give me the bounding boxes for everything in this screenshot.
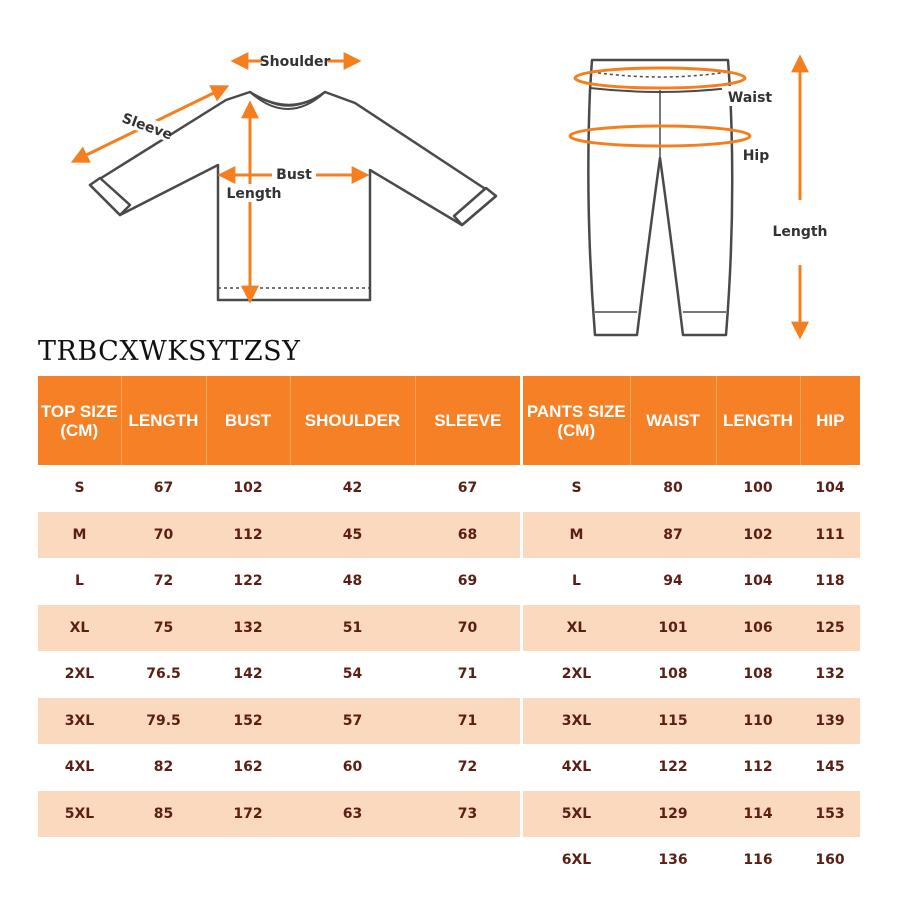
top-size-cell: 3XL (38, 698, 121, 745)
top-value-cell: 142 (233, 666, 263, 683)
top-value-cell: 70 (121, 512, 206, 559)
pants-size-cell: S (571, 480, 582, 497)
top-value-cell: 57 (290, 698, 415, 745)
pants-value-cell: 111 (800, 512, 860, 559)
pants-size-cell: 4XL (561, 759, 592, 776)
top-table-row (38, 651, 520, 698)
top-table-row (38, 512, 520, 559)
pants-value-cell: 132 (815, 666, 845, 683)
top-length-label: Length (226, 186, 282, 202)
waist-label: Waist (727, 90, 773, 106)
top-table-row (38, 698, 520, 745)
top-value-cell: 70 (415, 605, 520, 652)
pants-size-cell: 5XL (523, 791, 630, 838)
pants-value-cell: 104 (815, 480, 845, 497)
top-value-cell: 85 (121, 791, 206, 838)
pants-value-cell: 101 (630, 605, 716, 652)
shoulder-label: Shoulder (259, 54, 331, 70)
sleeve-label: Sleeve (119, 110, 175, 144)
top-value-cell: 162 (233, 759, 263, 776)
pants-size-cell: M (523, 512, 630, 559)
pants-value-cell: 104 (743, 573, 773, 590)
top-value-cell: 112 (206, 512, 290, 559)
top-table-header (38, 376, 520, 465)
pants-table-row (523, 698, 860, 745)
hip-label: Hip (742, 148, 770, 164)
top-size-cell: 2XL (64, 666, 95, 683)
pants-measurement-diagram (555, 40, 855, 340)
pants-header-cell: LENGTH (716, 376, 800, 465)
top-header-cell: SLEEVE (415, 376, 520, 465)
pants-value-cell: 116 (743, 852, 773, 869)
top-table-row (38, 744, 520, 791)
pants-table-row (523, 651, 860, 698)
top-value-cell: 76.5 (146, 666, 181, 683)
top-value-cell: 72 (457, 759, 478, 776)
brand-name: TRBCXWKSYTZSY (38, 336, 301, 367)
pants-value-cell: 110 (716, 698, 800, 745)
top-header-cell: LENGTH (121, 376, 206, 465)
top-header-cell: TOP SIZE (CM) (38, 376, 121, 465)
pants-table-header (523, 376, 860, 465)
pants-value-cell: 80 (663, 480, 683, 497)
top-table-row (38, 791, 520, 838)
top-header-cell: SHOULDER (290, 376, 415, 465)
pants-size-cell: 6XL (561, 852, 592, 869)
pants-header-cell: WAIST (630, 376, 716, 465)
top-size-cell: M (38, 512, 121, 559)
top-value-cell: 72 (153, 573, 174, 590)
pants-value-cell: 118 (815, 573, 845, 590)
top-header-cell: BUST (206, 376, 290, 465)
top-value-cell: 172 (206, 791, 290, 838)
top-value-cell: 42 (342, 480, 363, 497)
pants-table-row (523, 512, 860, 559)
top-size-cell: L (75, 573, 84, 590)
pants-value-cell: 129 (630, 791, 716, 838)
pants-table-row (523, 837, 860, 884)
pants-value-cell: 122 (658, 759, 688, 776)
pants-table-row (523, 744, 860, 791)
top-value-cell: 67 (153, 480, 174, 497)
top-value-cell: 73 (415, 791, 520, 838)
pants-value-cell: 114 (716, 791, 800, 838)
top-size-table (38, 376, 520, 837)
top-size-cell: S (74, 480, 85, 497)
pants-value-cell: 100 (743, 480, 773, 497)
top-value-cell: 68 (415, 512, 520, 559)
pants-table-row (523, 605, 860, 652)
top-table-row (38, 465, 520, 512)
top-value-cell: 102 (233, 480, 263, 497)
pants-value-cell: 160 (815, 852, 845, 869)
pants-value-cell: 112 (743, 759, 773, 776)
top-value-cell: 51 (290, 605, 415, 652)
top-size-cell: 4XL (64, 759, 95, 776)
top-table-row (38, 558, 520, 605)
pants-value-cell: 125 (800, 605, 860, 652)
top-value-cell: 71 (415, 698, 520, 745)
top-value-cell: 82 (153, 759, 174, 776)
pants-size-cell: 3XL (523, 698, 630, 745)
top-value-cell: 45 (290, 512, 415, 559)
pants-size-table (523, 376, 860, 884)
pants-size-cell: L (572, 573, 581, 590)
pants-value-cell: 136 (658, 852, 688, 869)
top-value-cell: 67 (457, 480, 478, 497)
top-value-cell: 60 (342, 759, 363, 776)
top-measurement-diagram (60, 40, 520, 320)
pants-size-cell: 2XL (561, 666, 592, 683)
top-value-cell: 54 (342, 666, 363, 683)
top-value-cell: 152 (206, 698, 290, 745)
top-value-cell: 69 (457, 573, 478, 590)
top-value-cell: 48 (342, 573, 363, 590)
pants-header-cell: PANTS SIZE (CM) (523, 376, 630, 465)
pants-size-cell: XL (523, 605, 630, 652)
bust-label: Bust (276, 167, 312, 183)
top-size-cell: 5XL (38, 791, 121, 838)
top-table-row (38, 605, 520, 652)
top-value-cell: 79.5 (121, 698, 206, 745)
pants-value-cell: 94 (663, 573, 683, 590)
pants-value-cell: 108 (658, 666, 688, 683)
top-value-cell: 63 (290, 791, 415, 838)
top-value-cell: 71 (457, 666, 478, 683)
pants-table-row (523, 791, 860, 838)
top-size-cell: XL (38, 605, 121, 652)
top-value-cell: 75 (121, 605, 206, 652)
pants-value-cell: 139 (800, 698, 860, 745)
top-value-cell: 122 (233, 573, 263, 590)
pants-value-cell: 87 (630, 512, 716, 559)
pants-length-label: Length (772, 224, 828, 240)
pants-value-cell: 108 (743, 666, 773, 683)
pants-table-row (523, 465, 860, 512)
pants-value-cell: 106 (716, 605, 800, 652)
pants-value-cell: 115 (630, 698, 716, 745)
pants-value-cell: 153 (800, 791, 860, 838)
pants-outline-icon (588, 60, 732, 335)
pants-value-cell: 145 (815, 759, 845, 776)
pants-table-row (523, 558, 860, 605)
top-value-cell: 132 (206, 605, 290, 652)
pants-value-cell: 102 (716, 512, 800, 559)
pants-header-cell: HIP (800, 376, 860, 465)
